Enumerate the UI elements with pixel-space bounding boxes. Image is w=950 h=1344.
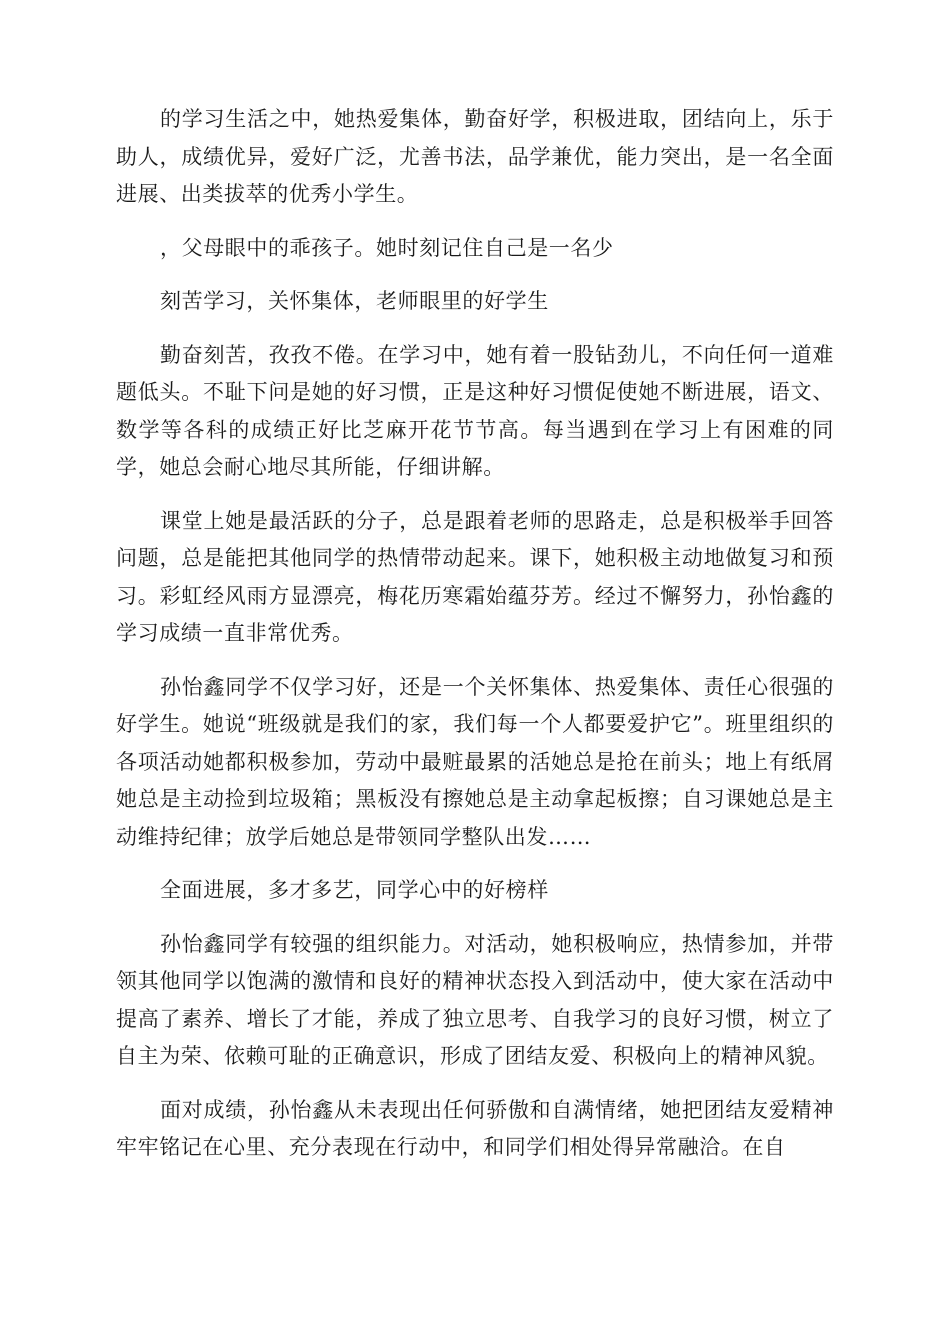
- paragraph-collective: 孙怡鑫同学不仅学习好，还是一个关怀集体、热爱集体、责任心很强的好学生。她说“班级就是我们的家，我们每一个人都要爱护它”。班里组织的各项活动她都积极参加，劳动中最赃最累的活她总是抢在前头；地上有纸屑她总是主动捡到垃圾箱；黑板没有擦她总是主动拿起板擦；自习课她总是主动维持纪律；放学后她总是带领同学整队出发……: [116, 674, 834, 849]
- section-heading-study: 刻苦学习，关怀集体，老师眼里的好学生: [160, 289, 549, 313]
- section-heading-allround: 全面进展，多才多艺，同学心中的好榜样: [160, 878, 549, 902]
- paragraph-classroom: 课堂上她是最活跃的分子，总是跟着老师的思路走，总是积极举手回答问题，总是能把其他同学的热情带动起来。课下，她积极主动地做复习和预习。彩虹经风雨方显漂亮，梅花历寒霜始蕴芬芳。经过不懈努力，孙怡鑫的学习成绩一直非常优秀。: [116, 508, 834, 645]
- paragraph-diligence: 勤奋刻苦，孜孜不倦。在学习中，她有着一股钻劲儿，不向任何一道难题低头。不耻下问是她的好习惯，正是这种好习惯促使她不断进展，语文、数学等各科的成绩正好比芝麻开花节节高。每当遇到在学习上有困难的同学，她总会耐心地尽其所能，仔细讲解。: [116, 342, 834, 479]
- paragraph-achievements: 面对成绩，孙怡鑫从未表现出任何骄傲和自满情绪，她把团结友爱精神牢牢铭记在心里、充分表现在行动中，和同学们相处得异常融洽。在自: [116, 1097, 834, 1159]
- paragraph-organization: 孙怡鑫同学有较强的组织能力。对活动，她积极响应，热情参加，并带领其他同学以饱满的激情和良好的精神状态投入到活动中，使大家在活动中提高了素养、增长了才能，养成了独立思考、自我学习的良好习惯，树立了自主为荣、依赖可耻的正确意识，形成了团结友爱、积极向上的精神风貌。: [116, 931, 834, 1068]
- document-page: [116, 101, 834, 1183]
- paragraph-intro-continued: 的学习生活之中，她热爱集体，勤奋好学，积极进取，团结向上，乐于助人，成绩优异，爱好广泛，尤善书法，品学兼优，能力突出，是一名全面进展、出类拔萃的优秀小学生。: [116, 107, 834, 206]
- paragraph-fragment: ，父母眼中的乖孩子。她时刻记住自己是一名少: [160, 235, 614, 260]
